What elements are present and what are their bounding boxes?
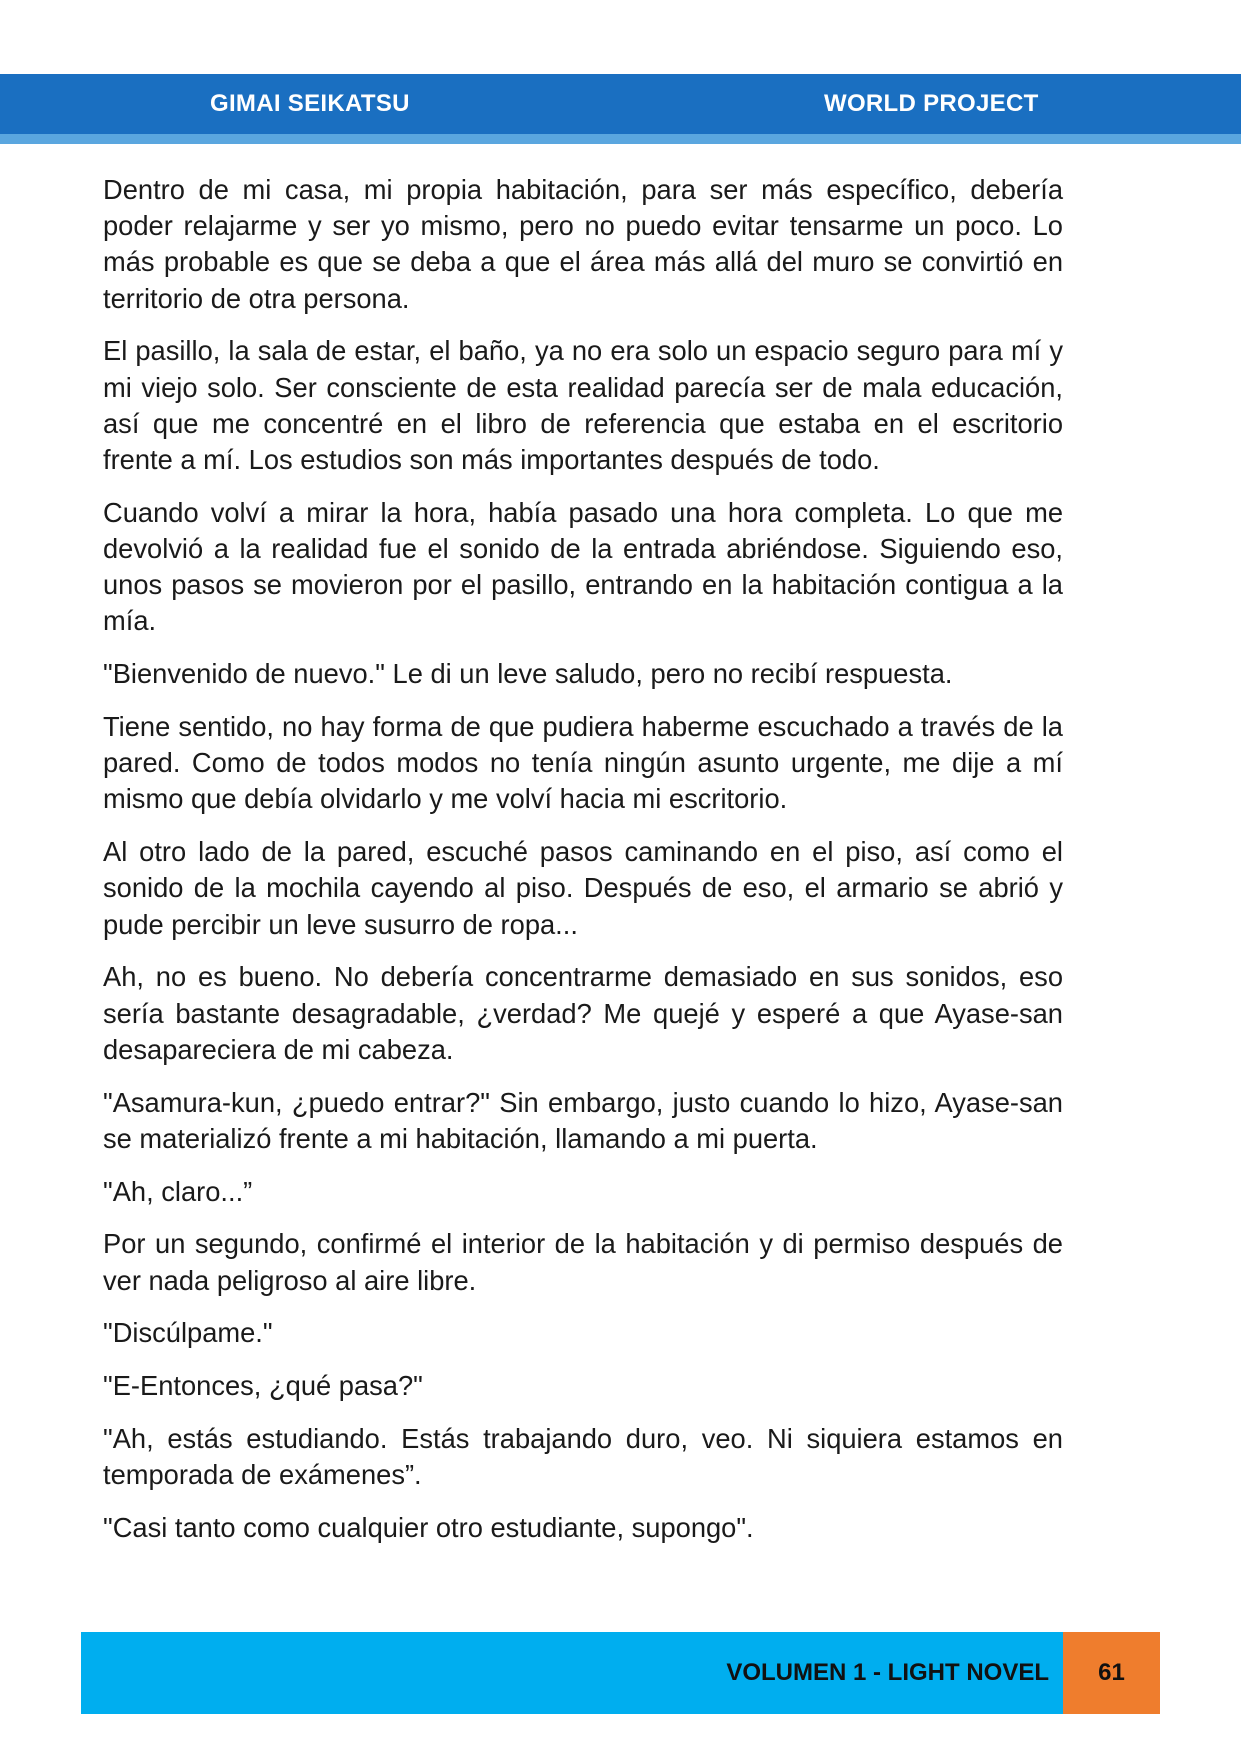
paragraph: "Ah, claro...” [103, 1175, 253, 1207]
paragraph: "Asamura-kun, ¿puedo entrar?" Sin embargo, justo cuando lo hizo, Ayase-san se materializó frente a mi habitación, llamando a mi puerta. [103, 1086, 1063, 1154]
paragraph: Dentro de mi casa, mi propia habitación, para ser más específico, debería poder relajarme y ser yo mismo, pero no puedo evitar tensarme un poco. Lo más probable es que se deba a que el área más allá del muro se convirtió en territorio de otra persona. [103, 174, 1063, 314]
paragraph: Ah, no es bueno. No debería concentrarme demasiado en sus sonidos, eso sería bastante desagradable, ¿verdad? Me quejé y esperé a que Ayase-san desapareciera de mi cabeza. [103, 961, 1063, 1065]
paragraph: Cuando volví a mirar la hora, había pasado una hora completa. Lo que me devolvió a la realidad fue el sonido de la entrada abriéndose. Siguiendo eso, unos pasos se movieron por el pasillo, entrando en la habitación contigua a la mía. [103, 496, 1063, 637]
page-body [103, 172, 1063, 1563]
header-publisher-title: WORLD PROJECT [824, 90, 1039, 117]
paragraph: "Discúlpame." [103, 1317, 273, 1349]
header-bar [0, 74, 1241, 134]
paragraph: "Casi tanto como cualquier otro estudiante, supongo". [103, 1512, 754, 1544]
paragraph: "Bienvenido de nuevo." Le di un leve saludo, pero no recibí respuesta. [103, 658, 953, 690]
header-underline [0, 134, 1241, 144]
page-number: 61 [1063, 1632, 1160, 1714]
paragraph: Tiene sentido, no hay forma de que pudiera haberme escuchado a través de la pared. Como de todos modos no tenía ningún asunto urgente, me dije a mí mismo que debía olvidarlo y me volví hacia mi escritorio. [103, 711, 1063, 815]
paragraph: El pasillo, la sala de estar, el baño, ya no era solo un espacio seguro para mí y mi viejo solo. Ser consciente de esta realidad parecía ser de mala educación, así que me concentré en el libro de referencia que estaba en el escritorio frente a mí. Los estudios son más importantes después de todo. [103, 335, 1063, 476]
paragraph: Por un segundo, confirmé el interior de la habitación y di permiso después de ver nada peligroso al aire libre. [103, 1228, 1063, 1296]
paragraph: Al otro lado de la pared, escuché pasos caminando en el piso, así como el sonido de la mochila cayendo al piso. Después de eso, el armario se abrió y pude percibir un leve susurro de ropa... [103, 836, 1063, 940]
header-series-title: GIMAI SEIKATSU [210, 90, 410, 117]
paragraph: "E-Entonces, ¿qué pasa?" [103, 1370, 423, 1402]
footer-bar [81, 1632, 1063, 1714]
paragraph: "Ah, estás estudiando. Estás trabajando duro, veo. Ni siquiera estamos en temporada de exámenes”. [103, 1423, 1063, 1491]
footer-volume-label: VOLUMEN 1 - LIGHT NOVEL [726, 1659, 1049, 1686]
